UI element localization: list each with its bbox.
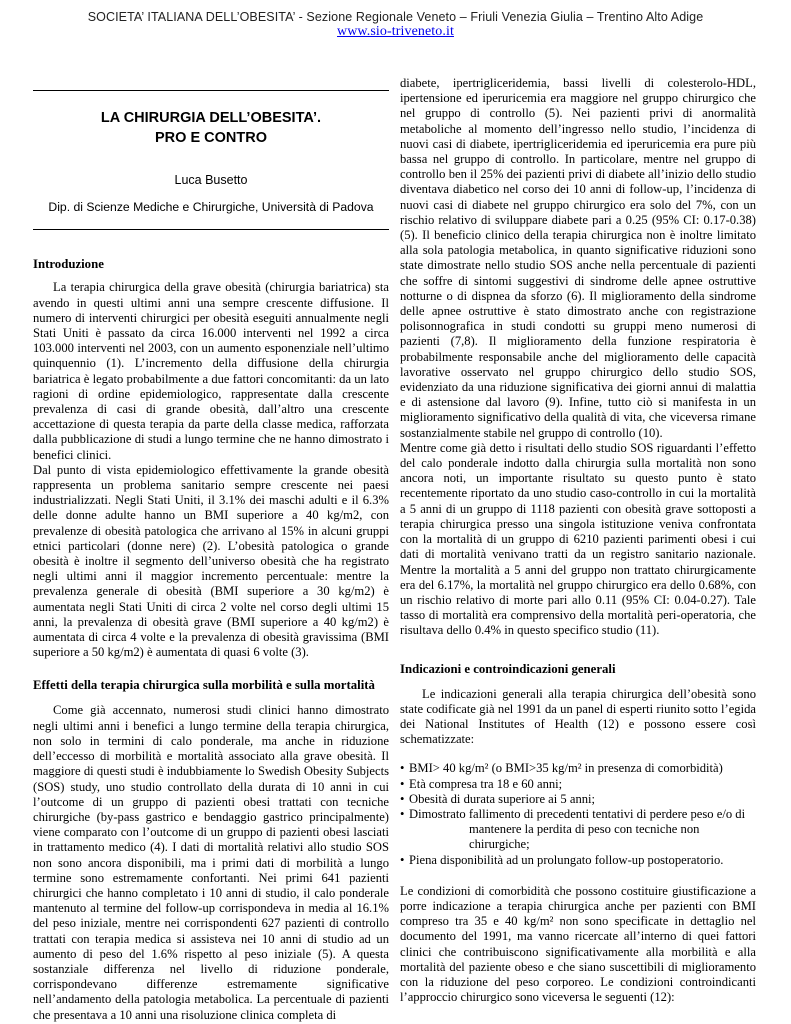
right-column [400, 76, 756, 1005]
list-item [400, 807, 756, 853]
indications-paragraph-2: Le condizioni di comorbidità che possono costituire giustificazione a porre indicazione a terapia chirurgica anche per pazienti con BMI compreso tra 35 e 40 kg/m² non sono specificate in dettaglio nel documento del 1991, ma vanno ricercate all’interno di quei fattori clinici che contribuiscono significativamente alla morbilità e alla mortalità del paziente obeso e che siano suscettibili di miglioramento con la riduzione del peso corporeo. Le condizioni controindicanti l’approccio chirurgico sono viceversa le seguenti (12): [400, 883, 756, 1005]
author-name: Luca Busetto [174, 173, 248, 187]
right-paragraph-2: Mentre come già detto i risultati dello studio SOS riguardanti l’effetto del calo ponderale indotto dalla chirurgia sulla mortalità non sono ancora noti, un importante risultato su questo punto è stato recentemente riportato da uno studio caso-controllo in cui la mortalità a 5 anni di un gruppo di 1118 pazienti con obesità grave sottoposti a terapia chirurgica presso una singola istituzione veniva confrontata con la mortalità di un gruppo di 6210 pazienti parimenti obesi i cui dati di mortalità venivano tratti da un registro sanitario nazionale. Mentre la mortalità a 5 anni del gruppo non trattato chirurgicamente era del 6.17%, la mortalità nel gruppo chirurgico era dello 0.68%, con un rischio relativo di morte pari allo 0.11 (95% CI: 0.04-0.27). Tale tasso di mortalità era comprensivo della mortalità peri-operatoria, che risultava dello 0.4% in questo specifico studio (11). [400, 440, 756, 638]
list-item-text: Dimostrato fallimento di precedenti tentativi di perdere peso e/o di [409, 806, 746, 821]
intro-paragraph-1: La terapia chirurgica della grave obesità (chirurgia bariatrica) sta avendo in questi ultimi anni una sempre crescente diffusione. Il numero di interventi chirurgici per obesità eseguiti annualmente negli Stati Uniti è passato da circa 16.000 interventi nel 1992 a circa 103.000 interventi nel 2003, con un aumento esponenziale nell’ultimo quinquennio (1). L’incremento della diffusione della chirurgia bariatrica è legato probabilmente a due fattori concomitanti: da un lato ragioni di ordine epidemiologico, rappresentate dalla crescente prevalenza di casi di grande obesità, dall’altro una crescente accettazione di questa terapia da parte della classe medica, rafforzata dalla pubblicazione di studi a lungo termine che ne hanno dimostrato i benefici clinici. [33, 280, 389, 462]
list-item: • BMI> 40 kg/m² (o BMI>35 kg/m² in presenza di comorbidità) [400, 761, 756, 776]
section-heading-introduzione: Introduzione [33, 257, 104, 272]
website-link[interactable]: www.sio-triveneto.it [337, 24, 454, 39]
left-column [33, 90, 389, 1023]
list-item: • Piena disponibilità ad un prolungato follow-up postoperatorio. [400, 853, 756, 868]
right-paragraph-1: diabete, ipertrigliceridemia, bassi livelli di colesterolo-HDL, ipertensione ed iperuricemia era maggiore nel gruppo chirurgico che nel gruppo di controllo (5). Nei pazienti privi di anormalità metaboliche al momento dell’ingresso nello studio, l’incidenza di nuovi casi di diabete, ipertrigliceridemia ed iperuricemia era pure più bassa nel gruppo di controllo. In particolare, mentre nel gruppo di controllo ben il 25% dei pazienti privi di diabete all’inizio dello studio diventava diabetico nel corso dei 10 anni di follow-up, l’incidenza di nuovi casi di diabete nel gruppo chirurgico era solo del 7%, con un rischio relativo di sviluppare diabete pari a 0.25 (95% CI: 0.17-0.38) (5). Il beneficio clinico della terapia chirurgica non è inoltre limitato alla sola patologia metabolica, in quanto significative riduzioni sono state dimostrate nello studio SOS anche nella percentuale di pazienti che soffre di sintomi suggestivi di sindrome delle apnee ostruttive notturne o di dispnea da sforzo (6). Il miglioramento della sindrome delle apnee ostruttive è stato dimostrato anche con registrazione polisonnografica in studi condotti su gruppi meno numerosi di pazienti (7,8). Il miglioramento della funzione respiratoria è probabilmente responsabile anche del miglioramento delle capacità lavorative osservato nel gruppo chirurgico dello studio SOS, evidenziato da una riduzione significativa dei giorni annui di malattia e di astensione dal lavoro (9). Infine, tutto ciò si manifesta in un miglioramento significativo della qualità di vita, che viceversa rimane sostanzialmente stabile nel gruppo di controllo (10). [400, 76, 756, 440]
list-item: • Obesità di durata superiore ai 5 anni; [400, 792, 756, 807]
section-heading-indicazioni: Indicazioni e controindicazioni generali [400, 661, 616, 676]
author-affiliation: Dip. di Scienze Mediche e Chirurgiche, Università di Padova [48, 200, 374, 215]
intro-paragraph-2: Dal punto di vista epidemiologico effettivamente la grande obesità rappresenta un problema sanitario sempre crescente nei paesi industrializzati. Negli Stati Uniti, il 3.1% dei maschi adulti e il 6.3% delle donne adulte hanno un BMI superiore a 40 kg/m2, con prevalenze di obesità patologica che arrivano al 15% in alcuni gruppi etnici particolari (donne nere) (2). L’obesità patologica o grande obesità è inoltre il segmento dell’universo obesità che ha registrato negli ultimi anni il maggior incremento percentuale: mentre la prevalenza generale di obesità (BMI superiore a 30 kg/m2) è aumentata negli Stati Uniti di circa 2 volte nel corso degli ultimi 15 anni, la prevalenza di obesità grave (BMI superiore a 40 kg/m2) è aumentata di circa 4 volte e la prevalenza di obesità gravissima (BMI superiore a 50 kg/m2) è aumentata di quasi 6 volte (3). [33, 462, 389, 660]
article-title-line2: PRO E CONTRO [155, 130, 267, 146]
list-item: • Età compresa tra 18 e 60 anni; [400, 777, 756, 792]
list-item-continuation: mantenere la perdita di peso con tecniche non chirurgiche; [469, 822, 700, 852]
article-title-line1: LA CHIRURGIA DELL’OBESITA’. [100, 110, 322, 126]
section-heading-effetti: Effetti della terapia chirurgica sulla morbilità e sulla mortalità [33, 678, 375, 693]
indications-list [400, 761, 756, 867]
bottom-rule [33, 229, 389, 230]
society-header-text: SOCIETA’ ITALIANA DELL’OBESITA’ - Sezione Regionale Veneto – Friuli Venezia Giulia – Trentino Alto Adige [87, 10, 704, 24]
effects-paragraph-1: Come già accennato, numerosi studi clinici hanno dimostrato negli ultimi anni i benefici a lungo termine della terapia chirurgica, non solo in termini di calo ponderale, ma anche in riduzione dell’eccesso di morbilità e mortalità associato alla grave obesità. Il maggiore di questi studi è indubbiamente lo Swedish Obesity Subjects (SOS) study, uno studio controllato della durata di 10 anni in cui l’outcome di un gruppo di pazienti obesi trattati con tecniche chirurgiche (by-pass gastrico e bendaggio gastrico principalmente) viene comparato con l’outcome di un gruppo di pazienti obesi lasciati in trattamento medico (4). I dati di mortalità relativi allo studio SOS non sono ancora disponibili, ma i primi dati di morbilità a lungo termine sono estremamente confortanti. Nei primi 641 pazienti chirurgici che hanno completato i 10 anni di studio, il calo ponderale mantenuto al termine del follow-up corrispondeva in media al 16.1% del peso iniziale, mentre nei corrispondenti 627 pazienti di controllo trattati con terapia medica si assisteva nei 10 anni di studio ad un aumento di peso del 1.6% rispetto al peso iniziale (5). A questa sostanziale differenza nel livello di riduzione ponderale, corrispondevano differenze estremamente significative nell’andamento della patologia metabolica. La percentuale di pazienti che presentava a 10 anni una risoluzione clinica completa di [33, 703, 389, 1022]
title-block [33, 91, 389, 215]
indications-paragraph-1: Le indicazioni generali alla terapia chirurgica dell’obesità sono state codificate già nel 1991 da un panel di esperti riunito sotto l’egida dei National Institutes of Health (12) e possono essere così schematizzate: [400, 686, 756, 747]
page-header [0, 10, 791, 40]
